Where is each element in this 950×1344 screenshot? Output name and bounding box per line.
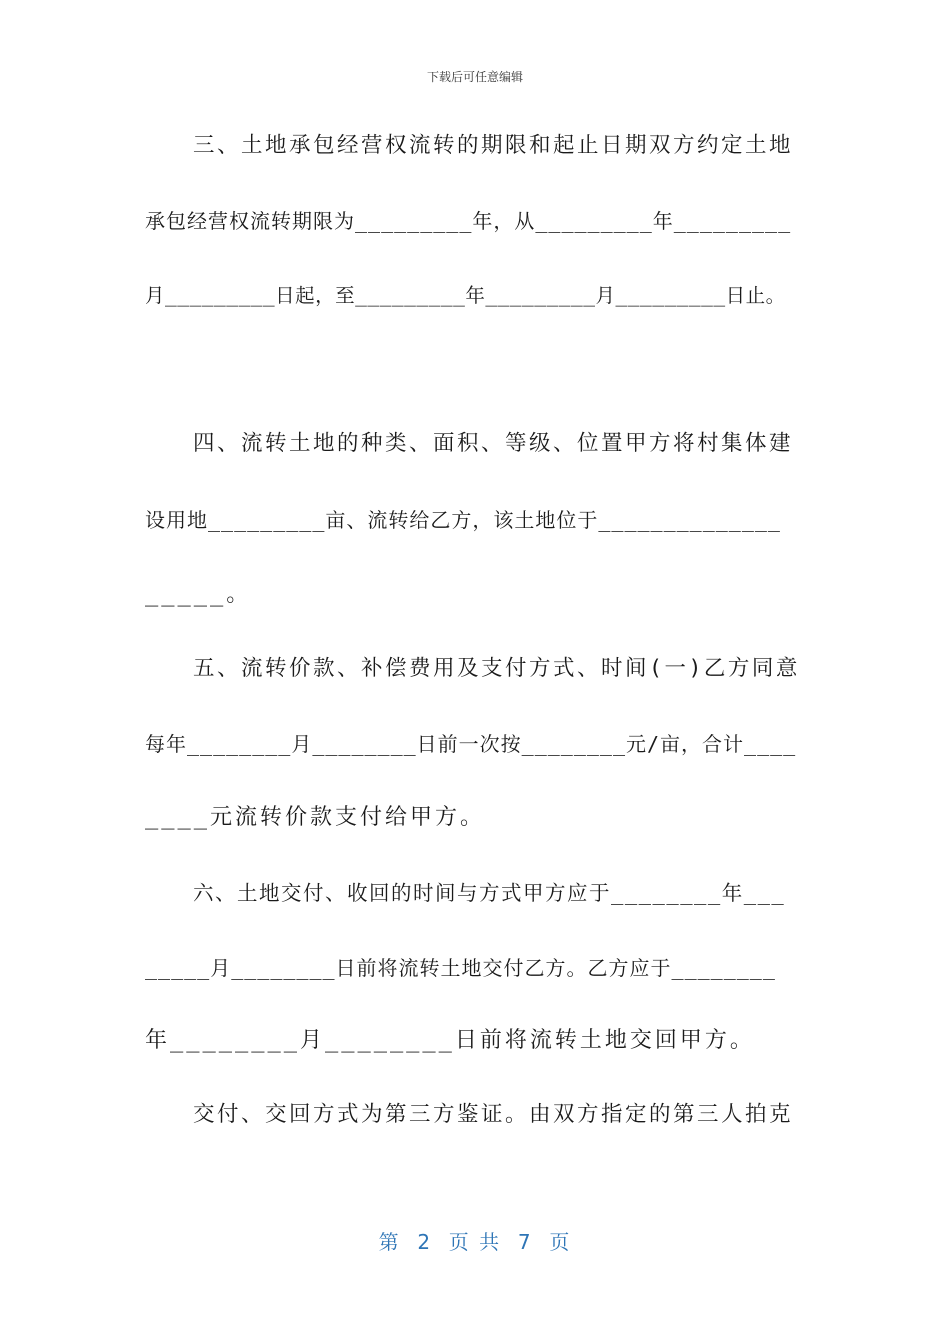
paragraph-line: 承包经营权流转期限为_________年，从_________年_________ xyxy=(145,209,792,233)
page-footer: 第 2 页 共 7 页 xyxy=(378,1230,572,1254)
paragraph-line: 每年________月________日前一次按________元/亩，合计____ xyxy=(145,732,797,756)
paragraph-line: 六、土地交付、收回的时间与方式甲方应于________年___ xyxy=(193,881,786,905)
paragraph-line: 设用地_________亩、流转给乙方，该土地位于______________ xyxy=(145,508,781,532)
paragraph-line: ____元流转价款支付给甲方。 xyxy=(145,805,485,830)
paragraph-line: 五、流转价款、补偿费用及支付方式、时间(一)乙方同意 xyxy=(193,656,800,681)
page-header: 下载后可任意编辑 xyxy=(426,70,523,84)
paragraph-line: 交付、交回方式为第三方鉴证。由双方指定的第三人拍克 xyxy=(193,1102,794,1127)
paragraph-line: _____月________日前将流转土地交付乙方。乙方应于________ xyxy=(145,956,776,980)
paragraph-line: 月_________日起，至_________年_________月_________日止。 xyxy=(145,284,786,307)
paragraph-line: 年________月________日前将流转土地交回甲方。 xyxy=(145,1028,755,1053)
paragraph-line: _____。 xyxy=(145,582,252,607)
paragraph-line: 三、土地承包经营权流转的期限和起止日期双方约定土地 xyxy=(193,133,794,158)
paragraph-line: 四、流转土地的种类、面积、等级、位置甲方将村集体建 xyxy=(193,431,794,456)
